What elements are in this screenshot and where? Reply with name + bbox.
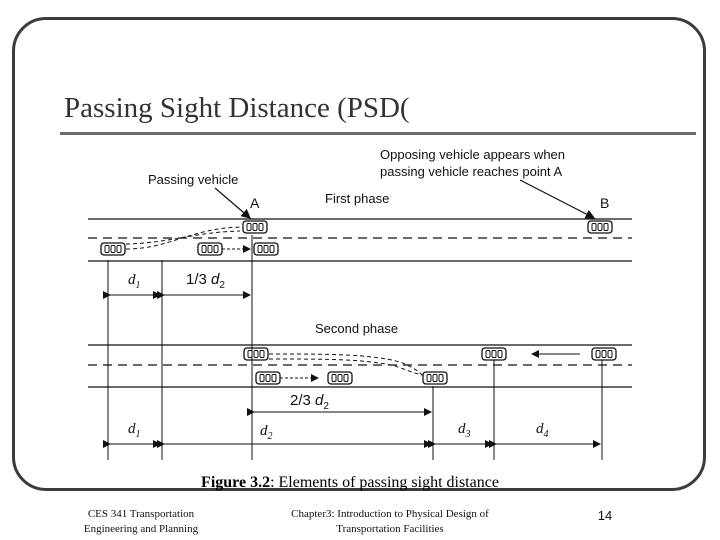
d4-label: $d_4$ [536, 421, 549, 440]
figure-caption [0, 474, 700, 492]
passing-vehicle-mid [198, 243, 222, 255]
twothird-d2-label: 2/3 $d_2$ [290, 392, 329, 412]
footer-course [70, 507, 212, 537]
opposing-vehicle-meets [482, 348, 506, 360]
passing-vehicle-label: Passing vehicle [148, 172, 239, 187]
impeding-vehicle-first-phase [254, 243, 278, 255]
d1-top-label: $d_1$ [128, 272, 141, 291]
slide-title: Passing Sight Distance (PSD( [64, 92, 410, 124]
opposing-vehicle-at-b [588, 221, 612, 233]
opposing-vehicle-pointer [520, 180, 594, 218]
d3-label: $d_3$ [458, 421, 471, 440]
passing-vehicle-pointer [215, 188, 250, 218]
passing-vehicle-start [101, 243, 125, 255]
footer-chapter [270, 507, 510, 537]
opposing-vehicle-label-line1: Opposing vehicle appears when [380, 147, 566, 162]
passing-sight-distance-diagram [80, 140, 640, 470]
passing-vehicle-second-phase-start [256, 372, 280, 384]
impeding-vehicle-second-phase [328, 372, 352, 384]
d1-bottom-label: $d_1$ [128, 421, 141, 440]
page-number: 14 [597, 508, 613, 523]
second-phase-road [88, 345, 632, 387]
footer-chapter-line1: Chapter3: Introduction to Physical Design of [291, 508, 489, 520]
third-d2-label: 1/3 $d_2$ [186, 271, 225, 291]
point-b-label: B [600, 195, 610, 211]
passing-vehicle-leaving-lane [244, 348, 268, 360]
passing-vehicle-completes [423, 372, 447, 384]
opposing-vehicle-approaching [592, 348, 616, 360]
footer-course-line1: CES 341 Transportation [87, 508, 195, 520]
title-underline [60, 132, 696, 135]
passing-vehicle-at-a [243, 221, 267, 233]
opposing-vehicle-label-line2: passing vehicle reaches point A [380, 164, 563, 179]
second-phase-label: Second phase [315, 321, 399, 336]
figure-caption-text: : Elements of passing sight distance [270, 474, 499, 491]
footer-chapter-line2: Transportation Facilities [336, 523, 444, 535]
figure-number: Figure 3.2 [201, 474, 271, 491]
first-phase-label: First phase [325, 191, 390, 206]
footer-course-line2: Engineering and Planning [83, 523, 199, 535]
d2-label: $d_2$ [260, 423, 273, 442]
point-a-label: A [250, 195, 260, 211]
